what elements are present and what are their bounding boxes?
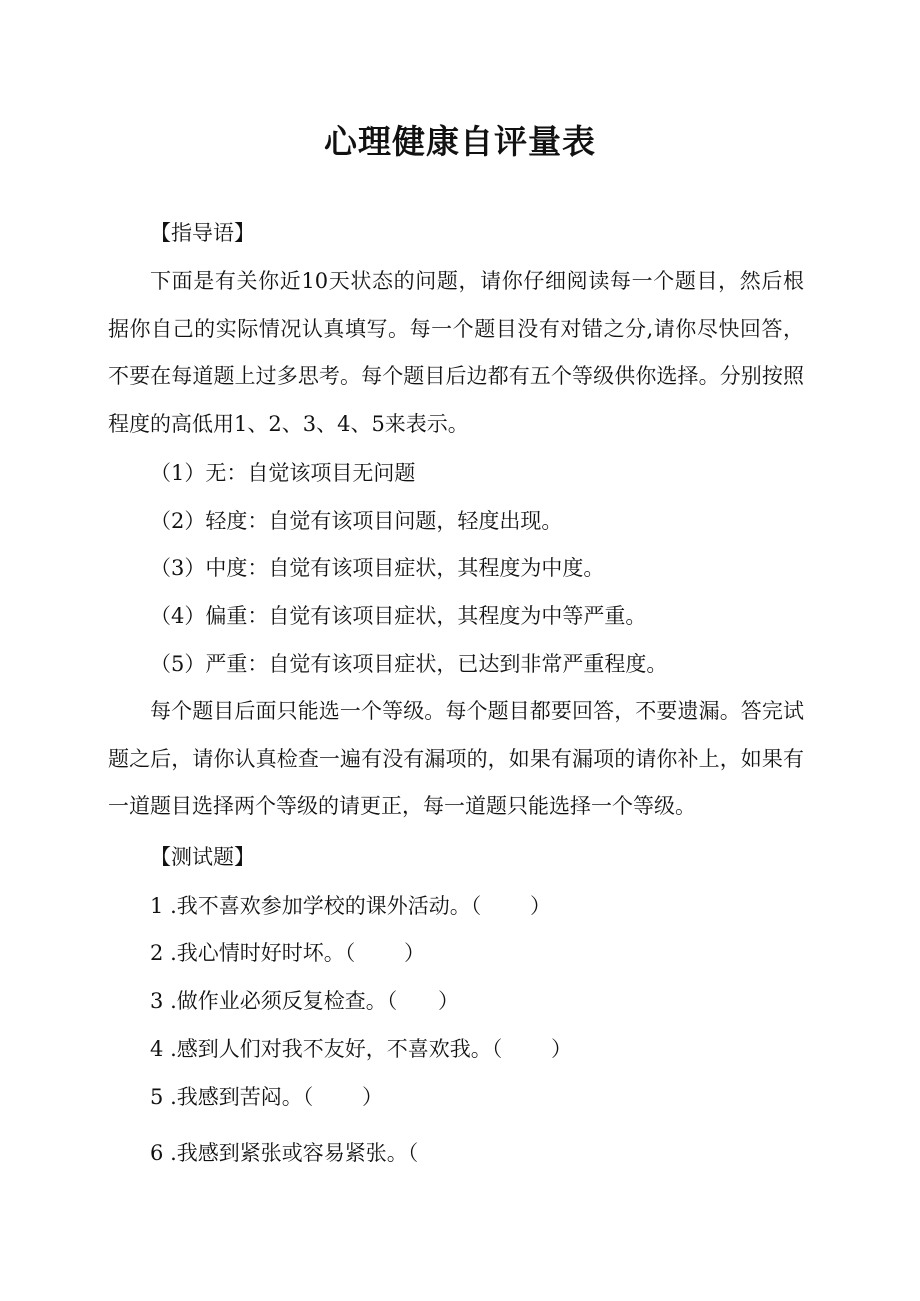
question-text: .我感到苦闷。（ — [170, 1085, 314, 1109]
question-number: 6 — [150, 1141, 164, 1165]
question-number: 2 — [150, 941, 164, 965]
guide-paragraph-1: 下面是有关你近10天状态的问题，请你仔细阅读每一个题目，然后根据你自己的实际情况认真填写。每一个题目没有对错之分,请你尽快回答，不要在每道题上过多思考。每个题目后边都有五个等级供你选择。分别按照程度的高低用1、2、3、4、5来表示。 — [108, 269, 804, 436]
question-number: 5 — [150, 1085, 164, 1109]
question-text: .我不喜欢参加学校的课外活动。（ — [170, 894, 482, 918]
level-item-1: （1）无：自觉该项目无问题 — [150, 461, 416, 485]
question-text: .我心情时好时坏。（ — [170, 941, 356, 965]
question-number: 1 — [150, 894, 164, 918]
answer-blank-close[interactable]: ） — [550, 1037, 572, 1061]
answer-blank-close[interactable]: ） — [403, 941, 425, 965]
question-text: .感到人们对我不友好，不喜欢我。（ — [170, 1037, 503, 1061]
question-text: .做作业必须反复检查。（ — [170, 989, 398, 1013]
answer-blank-close[interactable]: ） — [361, 1085, 383, 1109]
question-item — [150, 986, 459, 1016]
question-item — [150, 891, 551, 921]
answer-blank-close[interactable]: ） — [437, 989, 459, 1013]
question-item — [150, 938, 425, 968]
guide-paragraph-2: 每个题目后面只能选一个等级。每个题目都要回答，不要遗漏。答完试题之后，请你认真检查一遍有没有漏项的，如果有漏项的请你补上，如果有一道题目选择两个等级的请更正，每一道题只能选择一个等级。 — [108, 699, 804, 818]
level-item-5: （5）严重：自觉有该项目症状，已达到非常严重程度。 — [150, 652, 668, 676]
question-item — [150, 1138, 425, 1168]
level-item-2: （2）轻度：自觉有该项目问题，轻度出现。 — [150, 509, 563, 533]
question-number: 3 — [150, 989, 164, 1013]
question-item — [150, 1034, 572, 1064]
test-heading: 【测试题】 — [150, 845, 255, 869]
question-number: 4 — [150, 1037, 164, 1061]
answer-blank-close[interactable]: ） — [529, 894, 551, 918]
level-item-3: （3）中度：自觉有该项目症状，其程度为中度。 — [150, 556, 605, 580]
level-item-4: （4）偏重：自觉有该项目症状，其程度为中等严重。 — [150, 604, 647, 628]
guide-heading: 【指导语】 — [150, 221, 255, 245]
question-item — [150, 1082, 383, 1112]
page-title: 心理健康自评量表 — [324, 122, 596, 161]
question-text: .我感到紧张或容易紧张。（ — [170, 1141, 419, 1165]
